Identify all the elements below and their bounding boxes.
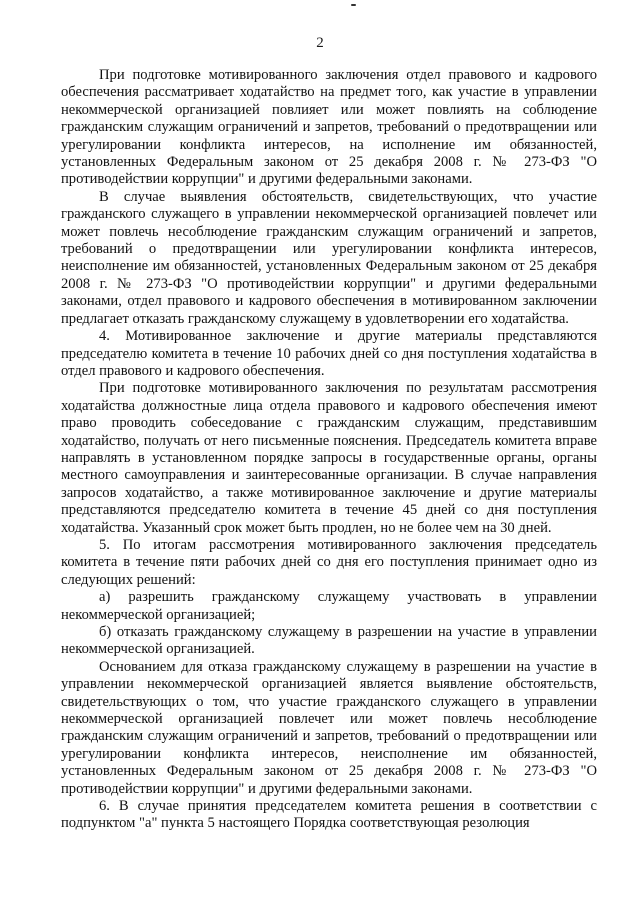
paragraph-item-5a: а) разрешить гражданскому служащему участвовать в управлении некоммерческой организацией; bbox=[61, 589, 597, 623]
paragraph-interview-rights: При подготовке мотивированного заключения по результатам рассмотрения ходатайства должностные лица отдела правового и кадрового обеспечения имеют право проводить собеседование с гражданским служащим, представившим ходатайство, получать от него письменные пояснения. Председатель комитета вправе направлять в установленном порядке запросы в государственные органы, органы местного самоуправления и заинтересованные организации. В случае направления запросов ходатайство, а также мотивированное заключение и другие материалы представляются председателю комитета в течение 45 дней со дня поступления ходатайства. Указанный срок может быть продлен, но не более чем на 30 дней. bbox=[61, 380, 597, 536]
paragraph-item-6: 6. В случае принятия председателем комитета решения в соответствии с подпунктом "а" пункта 5 настоящего Порядка соответствующая резолюция bbox=[61, 798, 597, 832]
paragraph-item-5: 5. По итогам рассмотрения мотивированного заключения председатель комитета в течение пяти рабочих дней со дня его поступления принимает одно из следующих решений: bbox=[61, 536, 597, 588]
document-body bbox=[61, 67, 597, 833]
paragraph-item-4: 4. Мотивированное заключение и другие материалы представляются председателю комитета в течение 10 рабочих дней со дня поступления ходатайства в отдел правового и кадрового обеспечения. bbox=[61, 328, 597, 379]
paragraph-item-5b: б) отказать гражданскому служащему в разрешении на участие в управлении некоммерческой организацией. bbox=[61, 624, 597, 658]
paragraph-refusal-grounds: Основанием для отказа гражданскому служащему в разрешении на участие в управлении некоммерческой организацией является выявление обстоятельств, свидетельствующих о том, что участие гражданского служащего в управлении некоммерческой организацией повлечет или может повлечь несоблюдение гражданским служащим ограничений и запретов, требований о предотвращении или урегулировании конфликта интересов, неисполнение им обязанностей, установленных Федеральным законом от 25 декабря 2008 г. № 273-ФЗ "О противодействии коррупции" и другими федеральными законами. bbox=[61, 658, 597, 797]
page-number: 2 bbox=[316, 35, 324, 51]
paragraph-motivated-conclusion: При подготовке мотивированного заключения отдел правового и кадрового обеспечения рассматривает ходатайство на предмет того, как участие в управлении некоммерческой организацией повлияет или может повлиять на соблюдение гражданским служащим ограничений и запретов, требований о предотвращении или урегулировании конфликта интересов, на исполнение им обязанностей, установленных Федеральным законом от 25 декабря 2008 г. № 273-ФЗ "О противодействии коррупции" и другими федеральными законами. bbox=[61, 67, 597, 188]
scan-mark bbox=[351, 4, 356, 6]
paragraph-circumstances: В случае выявления обстоятельств, свидетельствующих, что участие гражданского служащего в управлении некоммерческой организацией повлечет или может повлечь несоблюдение гражданским служащим ограничений и запретов, требований о предотвращении или урегулировании конфликта интересов, неисполнение им обязанностей, установленных Федеральным законом от 25 декабря 2008 г. № 273-ФЗ "О противодействии коррупции" и другими федеральными законами, отдел правового и кадрового обеспечения в мотивированном заключении предлагает отказать гражданскому служащему в удовлетворении его ходатайства. bbox=[61, 188, 597, 327]
